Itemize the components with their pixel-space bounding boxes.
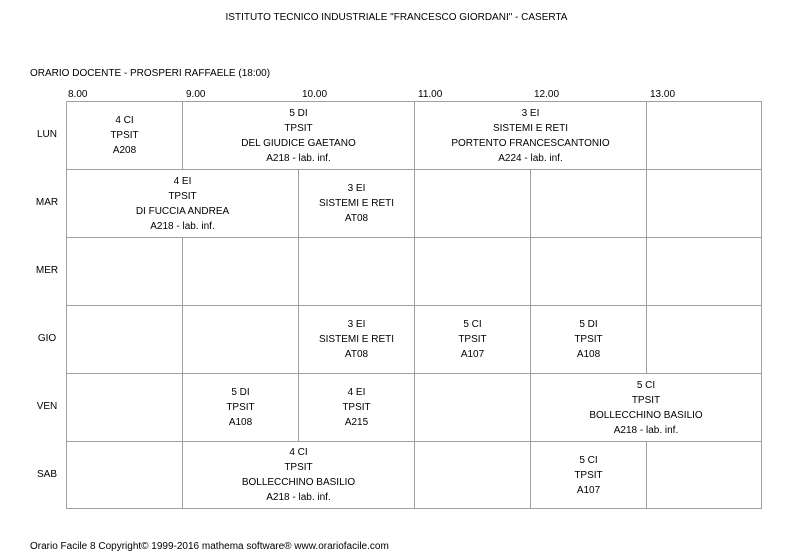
lesson-room: A224 - lab. inf.: [498, 152, 563, 164]
lesson-coteacher: BOLLECCHINO BASILIO: [589, 409, 703, 421]
empty-cell: [415, 442, 531, 509]
time-label-13: 13.00: [650, 89, 676, 100]
lesson-class: 4 CI: [289, 447, 308, 458]
empty-cell: [66, 306, 183, 374]
lesson-subject: TPSIT: [226, 402, 255, 413]
day-label-mar: MAR: [35, 197, 59, 208]
lesson-cell[interactable]: [531, 442, 647, 509]
lesson-class: 3 EI: [347, 319, 366, 330]
empty-cell: [531, 238, 647, 306]
lesson-cell[interactable]: [299, 374, 415, 442]
empty-cell: [66, 238, 183, 306]
lesson-subject: TPSIT: [342, 402, 371, 413]
school-title: ISTITUTO TECNICO INDUSTRIALE "FRANCESCO GIORDANI" - CASERTA: [225, 12, 568, 23]
empty-cell: [531, 170, 647, 238]
lesson-room: AT08: [344, 349, 369, 360]
empty-cell: [66, 442, 183, 509]
lesson-cell[interactable]: [299, 170, 415, 238]
empty-cell: [647, 442, 762, 509]
lesson-cell[interactable]: [66, 170, 299, 238]
lesson-room: A107: [460, 349, 485, 360]
lesson-cell[interactable]: [183, 442, 415, 509]
lesson-subject: TPSIT: [284, 462, 313, 473]
day-label-gio: GIO: [37, 333, 57, 344]
copyright-footer: Orario Facile 8 Copyright© 1999-2016 mathema software® www.orariofacile.com: [30, 541, 389, 552]
empty-cell: [415, 170, 531, 238]
day-label-mer: MER: [35, 265, 59, 276]
lesson-class: 5 DI: [579, 319, 598, 330]
time-label-8: 8.00: [68, 89, 88, 100]
empty-cell: [647, 306, 762, 374]
lesson-subject: TPSIT: [110, 130, 139, 141]
day-label-sab: SAB: [36, 469, 57, 480]
empty-cell: [647, 238, 762, 306]
lesson-cell[interactable]: [415, 101, 647, 170]
lesson-room: AT08: [344, 213, 369, 224]
lesson-class: 5 CI: [636, 379, 656, 391]
lesson-class: 4 EI: [347, 387, 366, 398]
lesson-subject: TPSIT: [168, 190, 197, 202]
lesson-subject: TPSIT: [631, 394, 661, 406]
lesson-room: A108: [576, 349, 601, 360]
lesson-class: 5 CI: [463, 319, 482, 330]
lesson-class: 3 EI: [347, 183, 366, 194]
empty-cell: [183, 238, 299, 306]
lesson-class: 5 CI: [579, 454, 598, 466]
lesson-room: A108: [228, 417, 253, 428]
empty-cell: [415, 374, 531, 442]
lesson-class: 4 CI: [115, 115, 134, 126]
empty-cell: [647, 170, 762, 238]
empty-cell: [647, 101, 762, 170]
lesson-subject: SISTEMI E RETI: [492, 122, 568, 134]
lesson-coteacher: PORTENTO FRANCESCANTONIO: [451, 137, 610, 149]
time-label-10: 10.00: [302, 89, 328, 100]
lesson-room: A218 - lab. inf.: [266, 492, 331, 503]
lesson-cell[interactable]: [531, 306, 647, 374]
lesson-room: A218 - lab. inf.: [266, 152, 331, 164]
empty-cell: [299, 238, 415, 306]
lesson-room: A107: [576, 484, 601, 496]
lesson-coteacher: BOLLECCHINO BASILIO: [241, 477, 356, 488]
lesson-room: A208: [112, 145, 137, 156]
lesson-coteacher: DEL GIUDICE GAETANO: [241, 137, 356, 149]
time-label-9: 9.00: [186, 89, 206, 100]
lesson-room: A218 - lab. inf.: [613, 424, 679, 436]
time-label-12: 12.00: [534, 89, 560, 100]
lesson-subject: TPSIT: [458, 334, 487, 345]
lesson-cell[interactable]: [415, 306, 531, 374]
lesson-subject: TPSIT: [284, 122, 313, 134]
lesson-cell[interactable]: [299, 306, 415, 374]
time-label-11: 11.00: [418, 89, 443, 100]
lesson-cell[interactable]: [531, 374, 762, 442]
lesson-subject: TPSIT: [574, 469, 603, 481]
lesson-subject: SISTEMI E RETI: [318, 334, 394, 345]
lesson-class: 4 EI: [173, 175, 192, 187]
lesson-room: A218 - lab. inf.: [150, 220, 215, 232]
lesson-class: 5 DI: [289, 107, 308, 119]
day-label-lun: LUN: [36, 129, 57, 140]
empty-cell: [66, 374, 183, 442]
lesson-subject: TPSIT: [574, 334, 603, 345]
lesson-subject: SISTEMI E RETI: [318, 198, 394, 209]
empty-cell: [183, 306, 299, 374]
lesson-room: A215: [344, 417, 369, 428]
empty-cell: [415, 238, 531, 306]
lesson-coteacher: DI FUCCIA ANDREA: [135, 205, 230, 217]
timetable-grid: [66, 101, 762, 509]
lesson-class: 5 DI: [231, 387, 250, 398]
lesson-cell[interactable]: [66, 101, 183, 170]
lesson-cell[interactable]: [183, 101, 415, 170]
teacher-schedule-title: ORARIO DOCENTE - PROSPERI RAFFAELE (18:00): [30, 68, 271, 79]
lesson-class: 3 EI: [521, 107, 540, 119]
day-label-ven: VEN: [36, 401, 58, 412]
lesson-cell[interactable]: [183, 374, 299, 442]
